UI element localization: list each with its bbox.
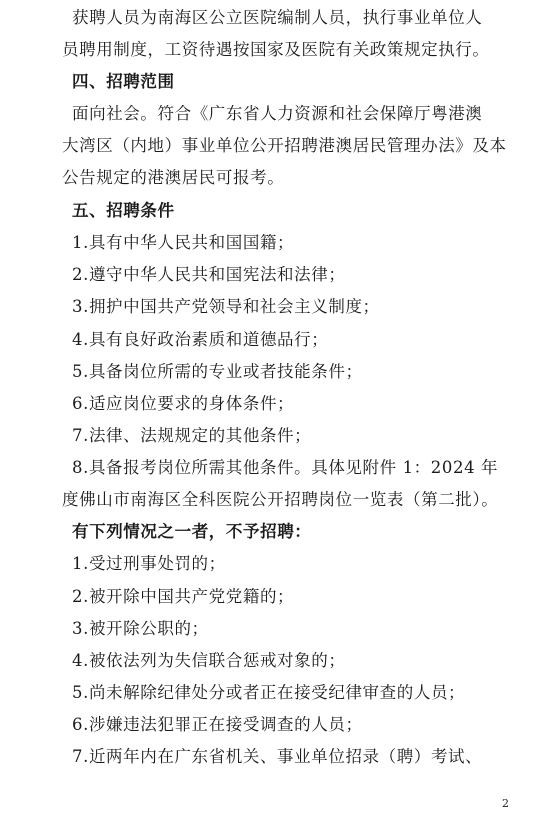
list-item: 2.被开除中国共产党党籍的；	[72, 587, 295, 606]
list-item: 3.被开除公职的；	[72, 619, 209, 638]
page-number: 2	[502, 797, 509, 810]
paragraph-line: 公告规定的港澳居民可报考。	[62, 168, 285, 187]
list-item: 1.受过刑事处罚的；	[72, 554, 226, 573]
list-item: 4.具有良好政治素质和道德品行；	[72, 330, 329, 349]
list-item: 5.具备岗位所需的专业或者技能条件；	[72, 362, 363, 381]
paragraph-line: 获聘人员为南海区公立医院编制人员，执行事业单位人	[72, 8, 483, 27]
list-item: 4.被依法列为失信联合惩戒对象的；	[72, 651, 346, 670]
section-heading: 四、招聘范围	[72, 72, 175, 91]
list-item: 3.拥护中国共产党领导和社会主义制度；	[72, 297, 380, 316]
list-item: 8.具备报考岗位所需其他条件。具体见附件 1：2024 年	[72, 458, 499, 477]
list-item: 7.法律、法规规定的其他条件；	[72, 426, 312, 445]
list-item: 2.遵守中华人民共和国宪法和法律；	[72, 265, 346, 284]
list-item: 1.具有中华人民共和国国籍；	[72, 233, 295, 252]
list-item: 7.近两年内在广东省机关、事业单位招录（聘）考试、	[72, 747, 483, 766]
exclusion-heading: 有下列情况之一者，不予招聘：	[72, 522, 312, 541]
list-item: 6.涉嫌违法犯罪正在接受调查的人员；	[72, 715, 363, 734]
paragraph-line: 大湾区（内地）事业单位公开招聘港澳居民管理办法》及本	[62, 136, 507, 155]
list-item: 6.适应岗位要求的身体条件；	[72, 394, 295, 413]
paragraph-line: 员聘用制度，工资待遇按国家及医院有关政策规定执行。	[62, 40, 490, 59]
list-item: 5.尚未解除纪律处分或者正在接受纪律审查的人员；	[72, 683, 466, 702]
paragraph-line: 面向社会。符合《广东省人力资源和社会保障厅粤港澳	[72, 104, 483, 123]
list-item-continuation: 度佛山市南海区全科医院公开招聘岗位一览表（第二批）。	[62, 490, 499, 509]
section-heading: 五、招聘条件	[72, 201, 175, 220]
